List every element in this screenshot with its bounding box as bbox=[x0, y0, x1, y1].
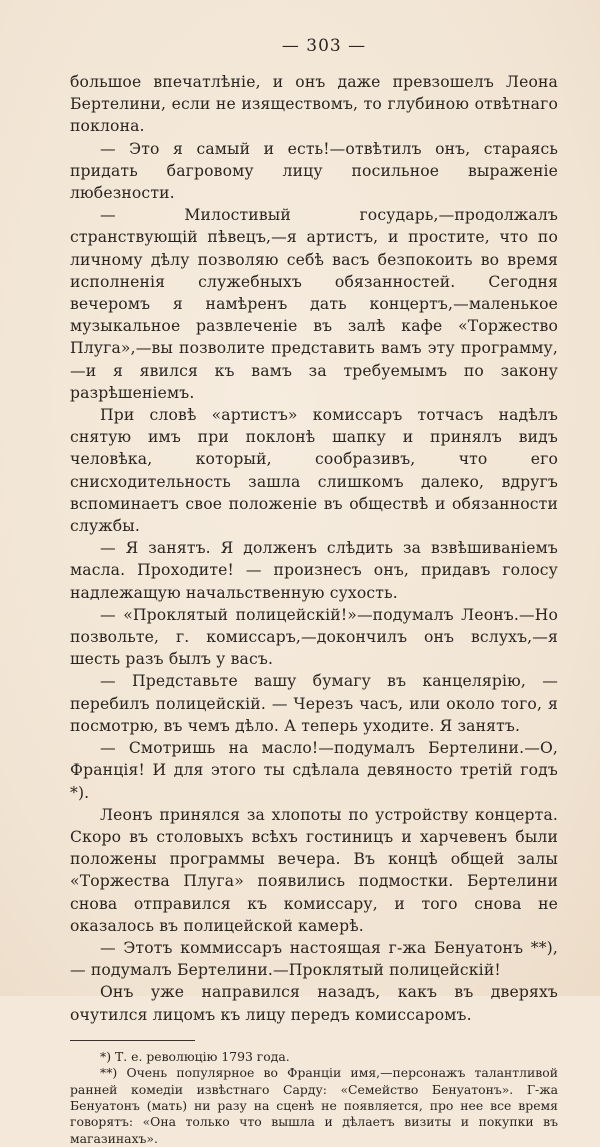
paragraph-10: — Этотъ коммиссаръ настоящая г-жа Бенуатонъ **), — подумалъ Бертелини.—Проклятый полицейскій! bbox=[70, 938, 558, 980]
paragraph-3: — Милостивый государь,—продолжалъ странствующій пѣвецъ,—я артистъ, и простите, что по личному дѣлу позволяю себѣ васъ безпокоить во время исполненія служебныхъ обязанностей. Сегодня вечеромъ я намѣренъ дать концертъ,—маленькое музыкальное развлеченіе въ залѣ кафе «Торжество Плуга»,—вы позволите представить вамъ эту программу,—и я явился къ вамъ за требуемымъ по закону разрѣшеніемъ. bbox=[70, 206, 558, 402]
footnote-1: *) Т. е. революцію 1793 года. bbox=[100, 1048, 290, 1064]
paragraph-6: — «Проклятый полицейскій!»—подумалъ Леонъ.—Но позвольте, г. комиссаръ,—докончилъ онъ вслухъ,—я шесть разъ былъ у васъ. bbox=[70, 605, 558, 669]
footnote-divider bbox=[70, 1040, 195, 1041]
paragraph-8: — Смотришь на масло!—подумалъ Бертелини.—О, Франція! И для этого ты сдѣлала девяносто третій годъ *). bbox=[70, 739, 558, 802]
paragraph-5: — Я занятъ. Я долженъ слѣдить за взвѣшиваніемъ масла. Проходите! — произнесъ онъ, придавъ голосу надлежащую начальственную сухость. bbox=[70, 539, 558, 602]
paragraph-7: — Представьте вашу бумагу въ канцелярію, — перебилъ полицейскій. — Черезъ часъ, или около того, я посмотрю, въ чемъ дѣло. А теперь уходите. Я занятъ. bbox=[70, 672, 558, 735]
footnotes bbox=[70, 1049, 558, 1147]
main-text bbox=[70, 71, 558, 1026]
paragraph-4: При словѣ «артистъ» комиссаръ тотчасъ надѣлъ снятую имъ при поклонѣ шапку и принялъ видъ человѣка, который, сообразивъ, что его снисходительность зашла слишкомъ далеко, вдругъ вспоминаетъ свое положеніе въ обществѣ и обязанности службы. bbox=[70, 406, 558, 536]
paragraph-9: Леонъ принялся за хлопоты по устройству концерта. Скоро въ столовыхъ всѣхъ гостиницъ и харчевенъ были положены программы вечера. Въ концѣ общей залы «Торжества Плуга» появились подмостки. Бертелини снова отправился къ комиссару, и того снова не оказалось въ полицейской камерѣ. bbox=[70, 805, 558, 935]
paragraph-11: Онъ уже направился назадъ, какъ въ дверяхъ очутился лицомъ къ лицу передъ комиссаромъ. bbox=[70, 983, 558, 1024]
footnote-2: **) Очень популярное во Франціи имя,—персонажъ талантливой ранней комедіи извѣстнаго Сарду: «Семейство Бенуатонъ». Г-жа Бенуатонъ (мать) ни разу на сценѣ не появляется, про нее все время говорятъ: «Она только что вышла и дѣлаетъ визиты и покупки въ магазинахъ». bbox=[70, 1065, 558, 1146]
paragraph-2: — Это я самый и есть!—отвѣтилъ онъ, стараясь придать багровому лицу посильное выраженіе любезности. bbox=[70, 139, 558, 203]
paragraph-1: большое впечатлѣніе, и онъ даже превзошелъ Леона Бертелини, если не изяществомъ, то глубиною отвѣтнаго поклона. bbox=[70, 73, 558, 136]
page-number: — 303 — bbox=[281, 36, 367, 56]
